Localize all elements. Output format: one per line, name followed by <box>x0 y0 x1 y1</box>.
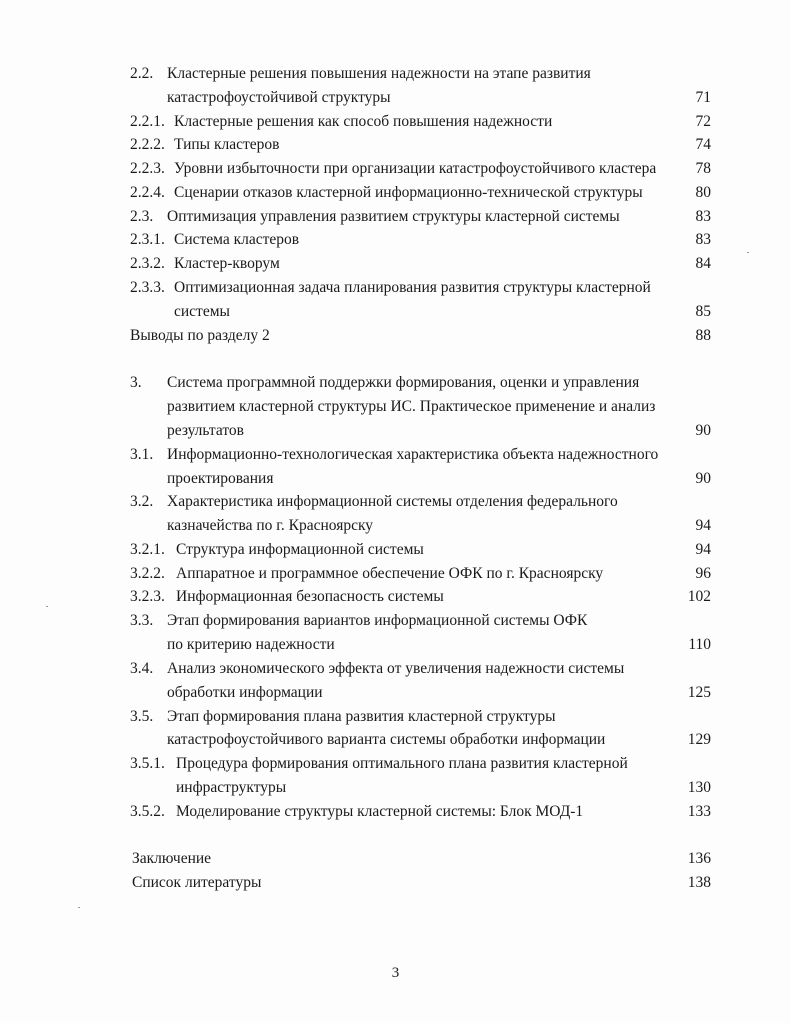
toc-entry-title: Моделирование структуры кластерной системы: Блок МОД-1 <box>176 803 584 820</box>
toc-entry-title: по критерию надежности <box>167 636 335 653</box>
toc-entry <box>0 491 791 513</box>
toc-entry-page: 136 <box>687 850 711 867</box>
toc-entry-title: Аппаратное и программное обеспечение ОФК по г. Красноярску <box>176 565 604 582</box>
toc-entry-title: Заключение <box>132 850 212 867</box>
toc-entry-page: 129 <box>687 731 711 748</box>
toc-entry <box>0 753 791 775</box>
toc-entry-title: Анализ экономического эффекта от увеличения надежности системы <box>167 660 625 677</box>
toc-entry <box>0 539 791 561</box>
toc-entry-number: 3.2.2. <box>130 565 165 582</box>
toc-entry-title: Процедура формирования оптимального плана развития кластерной <box>176 755 628 772</box>
toc-entry-number: 3.3. <box>130 612 154 629</box>
toc-entry-number: 3.5.1. <box>130 755 165 772</box>
toc-entry-number: 3. <box>130 374 142 391</box>
toc-entry <box>0 610 791 632</box>
toc-entry-number: 2.2.2. <box>130 136 165 153</box>
toc-entry-title: Этап формирования плана развития кластерной структуры <box>167 708 556 725</box>
toc-entry-title: обработки информации <box>167 684 323 701</box>
toc-entry-number: 3.4. <box>130 660 154 677</box>
toc-entry <box>0 682 791 704</box>
toc-entry <box>0 634 791 656</box>
toc-entry-page: 80 <box>695 184 711 201</box>
toc-entry-title: Структура информационной системы <box>176 541 424 558</box>
toc-entry <box>0 563 791 585</box>
toc-entry <box>0 658 791 680</box>
toc-entry-title: Оптимизация управления развитием структуры кластерной системы <box>167 208 620 225</box>
toc-entry <box>0 277 791 299</box>
toc-entry-title: развитием кластерной структуры ИС. Практическое применение и анализ <box>167 398 656 415</box>
toc-entry-number: 3.2.3. <box>130 588 165 605</box>
toc-entry-title: Система кластеров <box>174 231 300 248</box>
toc-entry-number: 2.2. <box>130 65 154 82</box>
toc-entry-title: Характеристика информационной системы отделения федерального <box>167 493 618 510</box>
toc-entry-title: Кластер-кворум <box>174 255 280 272</box>
toc-entry-number: 3.1. <box>130 446 154 463</box>
toc-entry <box>0 111 791 133</box>
toc-entry <box>0 301 791 323</box>
toc-entry <box>0 229 791 251</box>
toc-entry <box>0 396 791 418</box>
toc-entry-page: 94 <box>695 517 711 534</box>
toc-entry-page: 84 <box>695 255 711 272</box>
toc-entry-page: 78 <box>695 160 711 177</box>
toc-entry <box>0 586 791 608</box>
toc-entry-title: Система программной поддержки формирования, оценки и управления <box>167 374 640 391</box>
toc-entry-page: 88 <box>695 327 711 344</box>
toc-entry-page: 125 <box>687 684 711 701</box>
toc-entry <box>0 372 791 394</box>
toc-entry <box>0 777 791 799</box>
toc-entry <box>0 444 791 466</box>
toc-entry-title: Кластерные решения повышения надежности на этапе развития <box>167 65 591 82</box>
toc-entry-title: Оптимизационная задача планирования развития структуры кластерной <box>174 279 651 296</box>
toc-entry-title: катастрофоустойчивой структуры <box>167 89 391 106</box>
toc-entry-title: Кластерные решения как способ повышения надежности <box>174 113 553 130</box>
toc-entry-number: 2.3.2. <box>130 255 165 272</box>
scan-speck <box>78 907 80 908</box>
toc-entry-page: 138 <box>687 874 711 891</box>
toc-entry <box>0 801 791 823</box>
toc-entry <box>0 468 791 490</box>
toc-entry-page: 96 <box>695 565 711 582</box>
toc-entry-number: 3.5.2. <box>130 803 165 820</box>
toc-entry-title: катастрофоустойчивого варианта системы обработки информации <box>167 731 606 748</box>
toc-entry-number: 2.2.4. <box>130 184 165 201</box>
toc-entry-number: 2.2.1. <box>130 113 165 130</box>
toc-entry <box>0 87 791 109</box>
toc-entry-title: инфраструктуры <box>176 779 287 796</box>
toc-entry <box>0 206 791 228</box>
toc-entry <box>0 515 791 537</box>
scan-speck <box>747 252 749 253</box>
toc-entry-title: Типы кластеров <box>174 136 280 153</box>
toc-entry <box>0 706 791 728</box>
toc-entry-title: Информационно-технологическая характеристика объекта надежностного <box>167 446 659 463</box>
toc-entry-title: Список литературы <box>132 874 262 891</box>
toc-entry-page: 72 <box>695 113 711 130</box>
toc-entry <box>0 872 791 894</box>
toc-entry-number: 2.3.1. <box>130 231 165 248</box>
toc-entry-title: Уровни избыточности при организации катастрофоустойчивого кластера <box>174 160 657 177</box>
toc-entry-page: 133 <box>687 803 711 820</box>
toc-entry-title: Выводы по разделу 2 <box>130 327 270 344</box>
toc-entry-title: проектирования <box>167 470 274 487</box>
toc-entry-page: 90 <box>695 422 711 439</box>
toc-entry <box>0 848 791 870</box>
toc-entry <box>0 729 791 751</box>
toc-entry-title: Сценарии отказов кластерной информационно-технической структуры <box>174 184 643 201</box>
toc-entry-number: 2.3. <box>130 208 154 225</box>
toc-entry-page: 130 <box>687 779 711 796</box>
toc-entry <box>0 63 791 85</box>
toc-entry-number: 3.5. <box>130 708 154 725</box>
toc-entry <box>0 182 791 204</box>
toc-entry-number: 3.2.1. <box>130 541 165 558</box>
toc-entry-title: Информационная безопасность системы <box>176 588 444 605</box>
toc-entry-title: Этап формирования вариантов информационной системы ОФК <box>167 612 588 629</box>
toc-entry-number: 2.3.3. <box>130 279 165 296</box>
toc-entry <box>0 158 791 180</box>
toc-entry-page: 94 <box>695 541 711 558</box>
toc-entry-page: 71 <box>695 89 711 106</box>
toc-entry <box>0 420 791 442</box>
scan-speck <box>46 606 48 607</box>
toc-entry <box>0 253 791 275</box>
toc-entry <box>0 325 791 347</box>
toc-entry-page: 102 <box>687 588 711 605</box>
toc-entry <box>0 134 791 156</box>
toc-entry-page: 90 <box>695 470 711 487</box>
toc-entry-title: казначейства по г. Красноярску <box>167 517 374 534</box>
toc-entry-title: результатов <box>167 422 244 439</box>
toc-entry-title: системы <box>174 303 230 320</box>
page-number: 3 <box>391 965 400 981</box>
toc-entry-page: 85 <box>695 303 711 320</box>
toc-entry-number: 2.2.3. <box>130 160 165 177</box>
toc-entry-page: 83 <box>695 208 711 225</box>
toc-entry-page: 74 <box>695 136 711 153</box>
toc-entry-page: 110 <box>688 636 711 653</box>
toc-entry-number: 3.2. <box>130 493 154 510</box>
toc-entry-page: 83 <box>695 231 711 248</box>
